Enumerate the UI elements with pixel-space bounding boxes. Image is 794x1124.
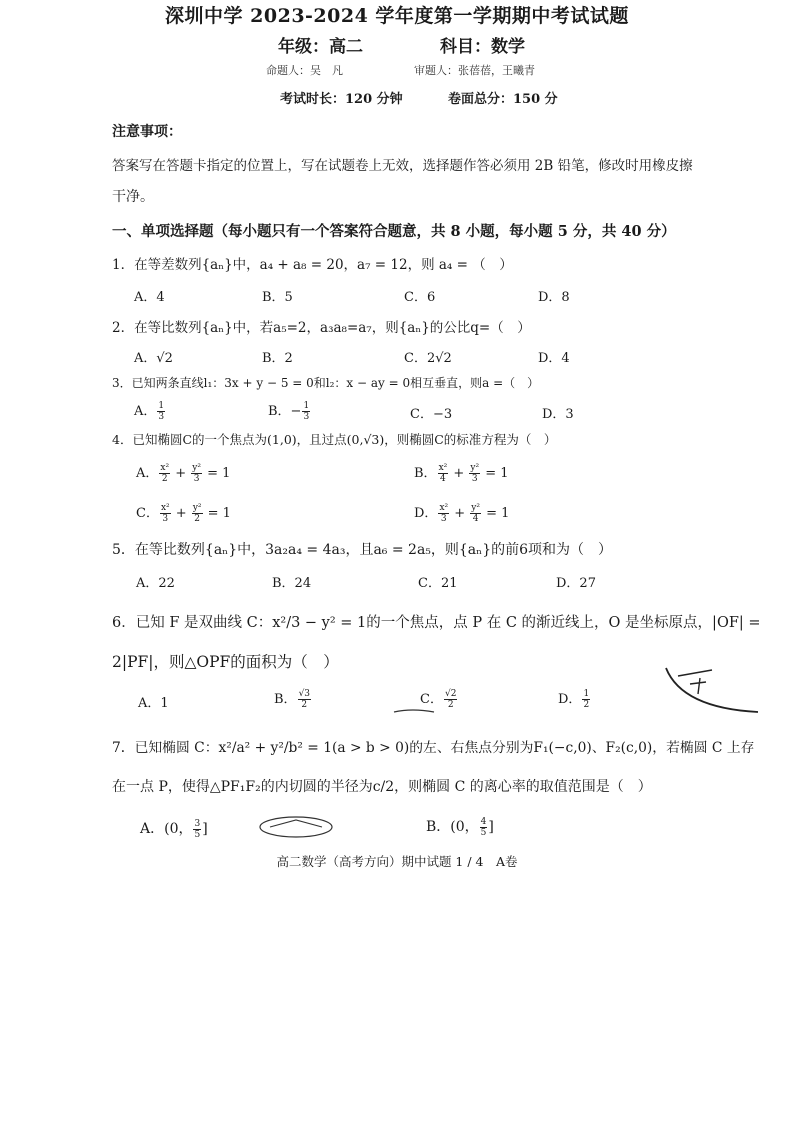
question-6-stem-line-1: 6．已知 F 是双曲线 C：x²/3 − y² = 1的一个焦点，点 P 在 C 的渐近线上，O 是坐标原点，|OF| = (112, 615, 761, 631)
q2-option-b: B．2 (262, 351, 293, 366)
q1-option-c: C．6 (404, 290, 436, 305)
question-7-stem-line-1: 7．已知椭圆 C：x²/a² + y²/b² = 1(a > b > 0)的左、右焦点分别为F₁(−c,0)、F₂(c,0)，若椭圆 C 上存 (112, 740, 755, 756)
q4-option-b: B． $\frac{\text{x²}}{4}$ + $\frac{\text{y²}}{3}$ = 1 (414, 463, 509, 484)
setter-label: 命题人：吴 凡 (266, 64, 343, 77)
q3-option-d: D．3 (542, 407, 574, 422)
notice-line-2: 干净。 (112, 189, 154, 205)
q1-option-b: B．5 (262, 290, 293, 305)
q1-option-d: D．8 (538, 290, 570, 305)
q6-option-c: C． $\frac{√2}{2}$ (420, 689, 457, 710)
notice-line-1: 答案写在答题卡指定的位置上，写在试题卷上无效，选择题作答必须用 2B 铅笔，修改时用橡皮擦 (112, 158, 693, 174)
pencil-ellipse-sketch (256, 812, 336, 842)
q3-option-a: A． $\frac{1}{3}$ (134, 401, 165, 422)
page-footer: 高二数学（高考方向）期中试题 1 / 4 A卷 (276, 854, 518, 869)
exam-title: 深圳中学 2023-2024 学年度第一学期期中考试试题 (165, 5, 629, 27)
q6-option-b: B． $\frac{√3}{2}$ (274, 689, 311, 710)
q6-option-a: A．1 (138, 696, 169, 711)
question-6-stem-line-2: 2|PF|，则△OPF的面积为（ ） (112, 653, 339, 671)
q2-option-a: A．√2 (134, 351, 173, 366)
q4-option-d: D． $\frac{\text{x²}}{3}$ + $\frac{\text{y²}}{4}$ = 1 (414, 503, 510, 524)
question-7-stem-line-2: 在一点 P，使得△PF₁F₂的内切圆的半径为c/2，则椭圆 C 的离心率的取值范围是（ ） (112, 779, 652, 795)
q7-option-b: B．(0， $\frac{4}{5}$ ] (426, 816, 494, 838)
q7-option-a: A．(0， $\frac{3}{5}$ ] (140, 818, 208, 840)
q2-option-c: C．2√2 (404, 351, 452, 366)
duration-label: 考试时长：120 分钟 (280, 92, 403, 107)
q4-option-a: A． $\frac{\text{x²}}{2}$ + $\frac{\text{y²}}{3}$ = 1 (136, 463, 231, 484)
q4-option-c: C． $\frac{\text{x²}}{3}$ + $\frac{\text{y²}}{2}$ = 1 (136, 503, 231, 524)
q3-option-b: B．− $\frac{1}{3}$ (268, 401, 310, 422)
question-1-stem: 1．在等差数列{aₙ}中，a₄ + a₈ = 20，a₇ = 12，则 a₄ = （ ） (112, 257, 513, 273)
question-3-stem: 3．已知两条直线l₁：3x + y − 5 = 0和l₂：x − ay = 0相互垂直，则a =（ ） (112, 376, 540, 390)
question-5-stem: 5．在等比数列{aₙ}中，3a₂a₄ = 4a₃，且a₆ = 2a₅，则{aₙ}的前6项和为（ ） (112, 542, 613, 558)
reviewer-label: 审题人：张蓓蓓，王曦青 (414, 64, 535, 77)
question-4-stem: 4．已知椭圆C的一个焦点为(1,0)，且过点(0,√3)，则椭圆C的标准方程为（ ） (112, 432, 557, 447)
question-2-stem: 2．在等比数列{aₙ}中，若a₅=2，a₃a₈=a₇，则{aₙ}的公比q=（ ） (112, 320, 531, 336)
q5-option-a: A．22 (136, 576, 175, 591)
notice-heading: 注意事项： (112, 124, 182, 140)
q5-option-b: B．24 (272, 576, 312, 591)
total-score-label: 卷面总分：150 分 (448, 92, 558, 107)
q5-option-c: C．21 (418, 576, 458, 591)
section-heading: 一、单项选择题（每小题只有一个答案符合题意，共 8 小题，每小题 5 分，共 40 分） (112, 223, 676, 240)
pencil-sketch (660, 660, 760, 720)
pencil-underline (392, 706, 436, 716)
grade-label: 年级：高二 (278, 37, 363, 57)
q1-option-a: A．4 (134, 290, 165, 305)
q6-option-d: D． $\frac{1}{2}$ (558, 689, 590, 710)
q5-option-d: D．27 (556, 576, 596, 591)
subject-label: 科目：数学 (440, 37, 525, 57)
q2-option-d: D．4 (538, 351, 570, 366)
q3-option-c: C．−3 (410, 407, 453, 422)
